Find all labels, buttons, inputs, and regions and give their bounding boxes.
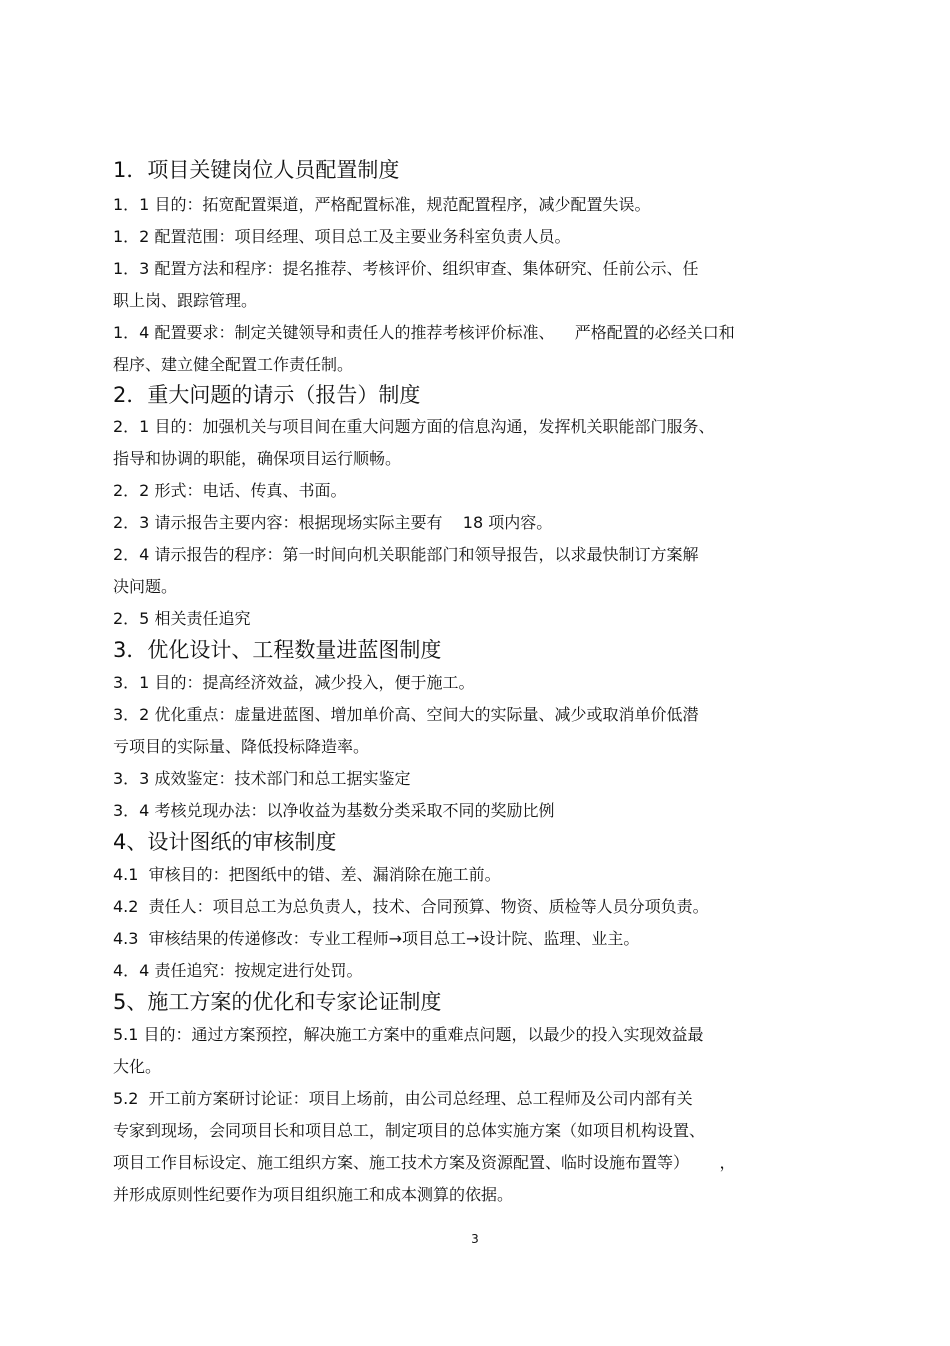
section-heading: 4、设计图纸的审核制度 (113, 830, 337, 854)
paragraph-line: 3．2 优化重点：虚量进蓝图、增加单价高、空间大的实际量、减少或取消单价低潜 (113, 705, 699, 724)
section-heading: 3．优化设计、工程数量进蓝图制度 (113, 638, 442, 662)
paragraph-line: 项目工作目标设定、施工组织方案、施工技术方案及资源配置、临时设施布置等） ， (113, 1153, 736, 1172)
paragraph-line: 程序、建立健全配置工作责任制。 (113, 355, 354, 374)
paragraph-line: 4.3 审核结果的传递修改：专业工程师→项目总工→设计院、监理、业主。 (113, 929, 640, 948)
paragraph-line: 1．2 配置范围：项目经理、项目总工及主要业务科室负责人员。 (113, 227, 571, 246)
paragraph-line: 2．3 请示报告主要内容：根据现场实际主要有 18 项内容。 (113, 513, 553, 532)
section-heading: 5、施工方案的优化和专家论证制度 (113, 990, 442, 1014)
paragraph-line: 亏项目的实际量、降低投标降造率。 (113, 737, 370, 756)
paragraph-line: 4.2 责任人：项目总工为总负责人，技术、合同预算、物资、质检等人员分项负责。 (113, 897, 709, 916)
paragraph-line: 专家到现场，会同项目长和项目总工，制定项目的总体实施方案（如项目机构设置、 (113, 1121, 706, 1140)
paragraph-line: 2．1 目的：加强机关与项目间在重大问题方面的信息沟通，发挥机关职能部门服务、 (113, 417, 715, 436)
paragraph-line: 1．3 配置方法和程序：提名推荐、考核评价、组织审查、集体研究、任前公示、任 (113, 259, 699, 278)
paragraph-line: 指导和协调的职能，确保项目运行顺畅。 (113, 449, 402, 468)
paragraph-line: 3．3 成效鉴定：技术部门和总工据实鉴定 (113, 769, 411, 788)
paragraph-line: 2．5 相关责任追究 (113, 609, 251, 628)
paragraph-line: 4．4 责任追究：按规定进行处罚。 (113, 961, 363, 980)
paragraph-line: 3．1 目的：提高经济效益，减少投入，便于施工。 (113, 673, 475, 692)
paragraph-line: 职上岗、跟踪管理。 (113, 291, 258, 310)
paragraph-line: 2．4 请示报告的程序：第一时间向机关职能部门和领导报告，以求最快制订方案解 (113, 545, 699, 564)
paragraph-line: 决问题。 (113, 577, 178, 596)
section-heading: 2．重大问题的请示（报告）制度 (113, 383, 421, 407)
paragraph-line: 1．1 目的：拓宽配置渠道，严格配置标准，规范配置程序，减少配置失误。 (113, 195, 651, 214)
paragraph-line: 4.1 审核目的：把图纸中的错、差、漏消除在施工前。 (113, 865, 501, 884)
paragraph-line: 5.1 目的：通过方案预控，解决施工方案中的重难点问题，以最少的投入实现效益最 (113, 1025, 704, 1044)
page-number: 3 (471, 1232, 479, 1246)
paragraph-line: 1．4 配置要求：制定关键领导和责任人的推荐考核评价标准、 严格配置的必经关口和 (113, 323, 735, 342)
paragraph-line: 大化。 (113, 1057, 162, 1076)
section-heading: 1．项目关键岗位人员配置制度 (113, 158, 400, 182)
paragraph-line: 3．4 考核兑现办法：以净收益为基数分类采取不同的奖励比例 (113, 801, 555, 820)
paragraph-line: 2．2 形式：电话、传真、书面。 (113, 481, 347, 500)
paragraph-line: 并形成原则性纪要作为项目组织施工和成本测算的依据。 (113, 1185, 514, 1204)
paragraph-line: 5.2 开工前方案研讨论证：项目上场前，由公司总经理、总工程师及公司内部有关 (113, 1089, 693, 1108)
